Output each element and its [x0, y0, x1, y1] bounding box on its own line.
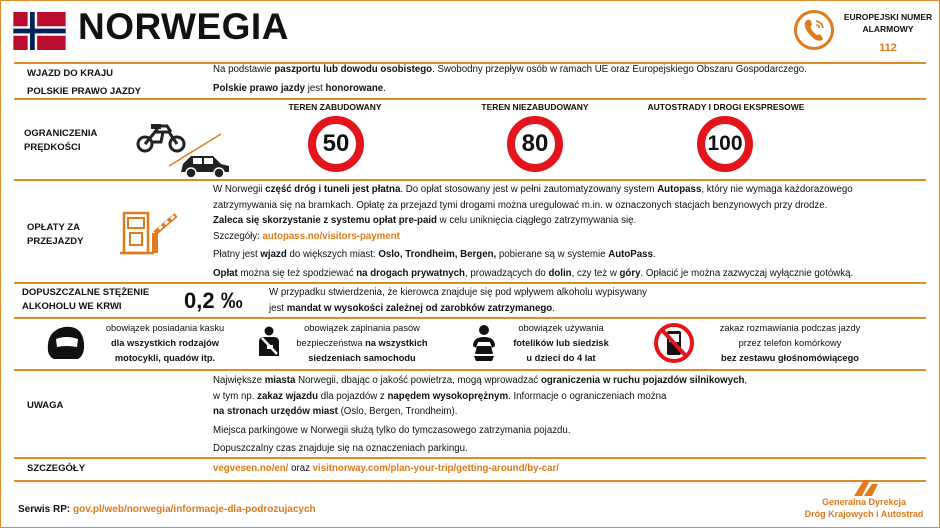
helmet-rule: obowiązek posiadania kasku dla wszystkich rodzajów motocykli, quadów itp. [105, 323, 225, 363]
divider [14, 98, 926, 100]
phone-icon [797, 13, 831, 47]
helmet-icon [44, 323, 86, 363]
entry-label: WJAZD DO KRAJU POLSKIE PRAWO JAZDY [27, 68, 142, 97]
divider [14, 282, 926, 284]
gov-link[interactable]: gov.pl/web/norwegia/informacje-dla-podrozujacych [73, 504, 316, 515]
alcohol-text: W przypadku stwierdzenia, że kierowca znajduje się pod wpływem alkoholu wypisywany jest mandat w wysokości zależnej od zarobków zatrzymanego. [269, 287, 647, 314]
divider [14, 317, 926, 319]
divider [14, 369, 926, 371]
footer-org: Generalna Dyrekcja Dróg Krajowych i Autostrad [804, 497, 924, 519]
seatbelt-icon [253, 326, 285, 358]
visitnorway-link[interactable]: visitnorway.com/plan-your-trip/getting-around/by-car/ [312, 463, 559, 474]
warning-label: UWAGA [27, 400, 64, 411]
gddkia-logo-icon [850, 478, 880, 498]
divider [14, 179, 926, 181]
zone-label: AUTOSTRADY I DROGI EKSPRESOWE [647, 102, 805, 112]
speed-label: OGRANICZENIA PRĘDKOŚCI [24, 128, 98, 153]
footer-service: Serwis RP: gov.pl/web/norwegia/informacje-dla-podrozujacych [18, 504, 316, 515]
norway-flag-icon [13, 12, 66, 50]
speed-sign: 100 [697, 116, 753, 172]
alcohol-limit: 0,2 ‰ [184, 288, 243, 313]
seatbelt-rule: obowiązek zapinania pasów bezpieczeństwa na wszystkich siedzeniach samochodu [296, 323, 428, 363]
tolls-text: W Norwegii część dróg i tuneli jest płatna. Do opłat stosowany jest w pełni zautomatyzowany system Autopass, który nie wymaga każdorazowego zatrzymywania się na bramkach. Opłatę za przejazd tymi drogami można uregulować m.in. w oznaczonych stacjach benzynowych przy drodze. Zaleca się skorzystanie z systemu opłat pre-paid w celu uniknięcia ciągłego zatrzymywania się. Szczegóły: autopass.no/visitors-payment Płatny jest wjazd do większych miast: Oslo, Trondheim, Bergen, pobierane są w systemie AutoPass. Opłat można się też spodziewać na drogach prywatnych, prowadzących do dolin, czy też w góry. Opłacić je można zazwyczaj wyłącznie gotówką. [213, 184, 854, 279]
no-phone-icon [653, 322, 695, 364]
details-links: vegvesen.no/en/ oraz visitnorway.com/plan-your-trip/getting-around/by-car/ [213, 463, 559, 474]
entry-text: Na podstawie paszportu lub dowodu osobistego. Swobodny przepływ osób w ramach UE oraz Europejskiego Obszaru Gospodarczego. Polskie prawo jazdy jest honorowane. [213, 64, 807, 94]
emergency-badge [794, 10, 834, 50]
toll-gate-icon [118, 205, 180, 257]
details-label: SZCZEGÓŁY [27, 463, 86, 474]
zone-label: TEREN NIEZABUDOWANY [481, 102, 589, 112]
speed-sign: 50 [308, 116, 364, 172]
zone-label: TEREN ZABUDOWANY [288, 102, 382, 112]
page-title: NORWEGIA [78, 6, 289, 47]
vehicles-icon [135, 120, 231, 178]
divider [14, 480, 926, 482]
phone-rule: zakaz rozmawiania podczas jazdy przez telefon komórkowy bez zestawu głośnomówiącego [719, 323, 861, 363]
alcohol-label: DOPUSZCZALNE STĘŻENIE ALKOHOLU WE KRWI [22, 287, 150, 312]
tolls-label: OPŁATY ZA PRZEJAZDY [27, 222, 84, 247]
divider [14, 457, 926, 459]
speed-sign: 80 [507, 116, 563, 172]
vegvesen-link[interactable]: vegvesen.no/en/ [213, 463, 289, 474]
emergency-title: EUROPEJSKI NUMER ALARMOWY [843, 12, 933, 34]
autopass-link[interactable]: autopass.no/visitors-payment [262, 230, 400, 242]
warning-text: Największe miasta Norwegii, dbając o jakość powietrza, mogą wprowadzać ograniczenia w ruchu pojazdów silnikowych, w tym np. zakaz wjazdu dla pojazdów z napędem wysokoprężnym. Informacje o ograniczeniach można na stronach urzędów miast (Oslo, Bergen, Trondheim). Miejsca parkingowe w Norwegii służą tylko do tymczasowego zatrzymania pojazdu. Dopuszczalny czas znajduje się na oznaczeniach parkingu. [213, 375, 748, 454]
emergency-number: 112 [879, 42, 897, 54]
child-seat-rule: obowiązek używania fotelików lub siedzisk u dzieci do 4 lat [513, 323, 609, 363]
